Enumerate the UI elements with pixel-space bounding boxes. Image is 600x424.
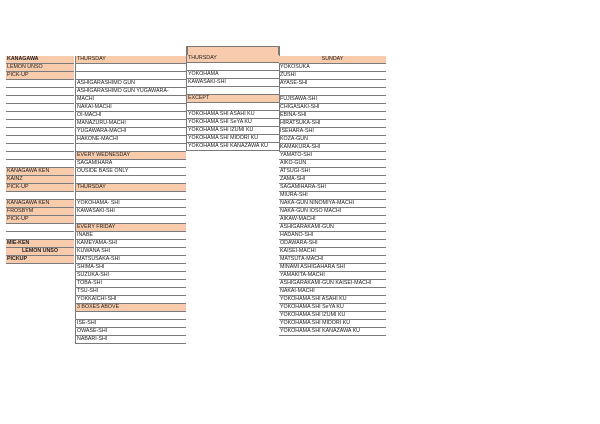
table-cell: OUSIDE BASE ONLY xyxy=(76,168,186,176)
table-cell: NABARI-SHI xyxy=(76,336,186,344)
table-cell: MATSUTA-MACHI xyxy=(279,256,386,264)
table-cell: YOKOHAMA SHI IZUMI KU xyxy=(279,312,386,320)
header-box xyxy=(187,46,279,55)
empty-cell xyxy=(6,136,74,144)
table-cell: ASHIGARASHIMO GUN xyxy=(76,80,186,88)
empty-cell xyxy=(6,144,74,152)
table-cell: ZAMA-SHI xyxy=(279,176,386,184)
table-cell: YOKOHAMA SHI KANAZAWA KU xyxy=(279,328,386,336)
table-cell: MANAZURU-MACHI xyxy=(76,120,186,128)
empty-cell xyxy=(6,80,74,88)
table-cell: YOKOHAMA SHI MIDORI KU xyxy=(279,320,386,328)
table-cell: NAKAI-MACHI xyxy=(76,104,186,112)
table-cell: ODAWARA-SHI xyxy=(279,240,386,248)
table-cell: KANAGAWA KEN xyxy=(6,168,74,176)
table-cell: MIURA-SHI xyxy=(279,192,386,200)
yokohama-column xyxy=(186,46,280,151)
table-cell: KAMAKURA-SHI xyxy=(279,144,386,152)
region-column xyxy=(6,56,74,264)
table-cell: ISE-SHI xyxy=(76,320,186,328)
table-cell: ZUSHI xyxy=(279,72,386,80)
table-cell: YOKKAICHI-SHI xyxy=(76,296,186,304)
sunday-column xyxy=(279,56,386,336)
table-cell: YOKOHAMA SHI ASAHI KU xyxy=(187,111,279,119)
table-cell: ASHIGARAKAMI-GUN KAISEI-MACHI xyxy=(279,280,386,288)
table-cell: MACHI xyxy=(76,96,186,104)
empty-cell xyxy=(76,144,186,152)
table-cell: EBINA-SHI xyxy=(279,112,386,120)
table-cell: PICK-UP xyxy=(6,184,74,192)
table-cell: EVERY FRIDAY xyxy=(76,224,186,232)
table-cell: YOKOHAMA SHI KANAZAWA KU xyxy=(187,143,279,151)
table-cell: OWASE-SHI xyxy=(76,328,186,336)
table-cell: SAGAMIHARA xyxy=(76,160,186,168)
table-cell: EVERY WEDNESDAY xyxy=(76,152,186,160)
empty-cell xyxy=(187,87,279,95)
table-cell: NAKA-GUN IOSO MACHI xyxy=(279,208,386,216)
empty-cell xyxy=(6,120,74,128)
table-cell: FROSBYM xyxy=(6,208,74,216)
table-cell: YOKOHAMA SHI SeYA KU xyxy=(187,119,279,127)
table-cell: THURSDAY xyxy=(76,56,186,64)
table-cell: HADANO-SHI xyxy=(279,232,386,240)
table-cell: YOKOHAMA SHI SeYA KU xyxy=(279,304,386,312)
table-cell: HAKONE-MACHI xyxy=(76,136,186,144)
empty-cell xyxy=(76,72,186,80)
table-cell: ASHIGARASHIMO GUN YUGAWARA- xyxy=(76,88,186,96)
table-cell: KAWASAKI-SHI xyxy=(76,208,186,216)
table-cell: THURSDAY xyxy=(187,55,279,63)
table-cell: PICK-UP xyxy=(6,72,74,80)
table-cell: KUWANA SHI xyxy=(76,248,186,256)
table-cell: CHIGASAKI-SHI xyxy=(279,104,386,112)
table-cell: SAGAMIHARA-SHI xyxy=(279,184,386,192)
table-cell: HIRATSUKA-SHI xyxy=(279,120,386,128)
table-cell: FUJISAWA-SHI xyxy=(279,96,386,104)
table-cell: YOKOHAMA SHI ASAHI KU xyxy=(279,296,386,304)
empty-cell xyxy=(76,312,186,320)
table-cell: AIKAW-MACHI xyxy=(279,216,386,224)
table-cell: MINAMI ASHIGAHARA SHI xyxy=(279,264,386,272)
table-cell: MIE-KEN xyxy=(6,240,74,248)
empty-cell xyxy=(6,160,74,168)
table-cell: TOBA-SHI xyxy=(76,280,186,288)
table-cell: KAMEYAMA-SHI xyxy=(76,240,186,248)
table-cell: PICK-UP xyxy=(6,216,74,224)
empty-cell xyxy=(6,152,74,160)
table-cell: AIKO-GUN xyxy=(279,160,386,168)
table-cell: 3 BOXES ABOVE xyxy=(76,304,186,312)
table-cell: ASHIGARAKAMI-GUN xyxy=(279,224,386,232)
table-cell: YAMATO-SHI xyxy=(279,152,386,160)
table-cell: KANAGAWA KEN xyxy=(6,200,74,208)
table-cell: SUNDAY xyxy=(279,56,386,64)
thursday-column xyxy=(75,56,186,344)
table-cell: KANAGAWA xyxy=(6,56,74,64)
empty-cell xyxy=(187,103,279,111)
empty-cell xyxy=(6,104,74,112)
table-cell: ATSUGI-SHI xyxy=(279,168,386,176)
table-cell: LEMON UNSO xyxy=(6,64,74,72)
table-cell: MATSUSAKA-SHI xyxy=(76,256,186,264)
empty-cell xyxy=(76,64,186,72)
table-cell: AYASE-SHI xyxy=(279,80,386,88)
empty-cell xyxy=(6,224,74,232)
table-cell: YOKOHAMA xyxy=(187,71,279,79)
empty-cell xyxy=(76,216,186,224)
empty-cell xyxy=(6,96,74,104)
table-cell: OI-MACHI xyxy=(76,112,186,120)
table-cell: LEMON UNSO xyxy=(6,248,74,256)
empty-cell xyxy=(6,88,74,96)
table-cell: YOKOSUKA xyxy=(279,64,386,72)
empty-cell xyxy=(76,192,186,200)
table-cell: ISEHARA-SHI xyxy=(279,128,386,136)
table-cell: NAKAI-MACHI xyxy=(279,288,386,296)
table-cell: SUZUKA-SHI xyxy=(76,272,186,280)
table-cell: EXCEPT xyxy=(187,95,279,103)
table-cell: THURSDAY xyxy=(76,184,186,192)
table-cell: YOKOHAMA- SHI xyxy=(76,200,186,208)
table-cell: YOKOHAMA SHI IZUMI KU xyxy=(187,127,279,135)
table-cell: NAKA-GUN NINOMIYA-MACHI xyxy=(279,200,386,208)
empty-cell xyxy=(6,112,74,120)
empty-cell xyxy=(6,192,74,200)
table-cell: KAISEI-MACHI xyxy=(279,248,386,256)
table-cell: KAWASAKI-SHI xyxy=(187,79,279,87)
table-cell: TSU-SHI xyxy=(76,288,186,296)
table-cell: YOKOHAMA SHI MIDORI KU xyxy=(187,135,279,143)
table-cell: KAINZ xyxy=(6,176,74,184)
table-cell: YAMAKITA-MACHI xyxy=(279,272,386,280)
table-cell: KOZA-GUN xyxy=(279,136,386,144)
empty-cell xyxy=(6,128,74,136)
empty-cell xyxy=(279,88,386,96)
table-cell: PICKUP xyxy=(6,256,74,264)
table-cell: YUGAWARA-MACHI xyxy=(76,128,186,136)
table-cell: SHIMA-SHI xyxy=(76,264,186,272)
empty-cell xyxy=(187,63,279,71)
empty-cell xyxy=(6,232,74,240)
empty-cell xyxy=(76,176,186,184)
table-cell: INABE xyxy=(76,232,186,240)
